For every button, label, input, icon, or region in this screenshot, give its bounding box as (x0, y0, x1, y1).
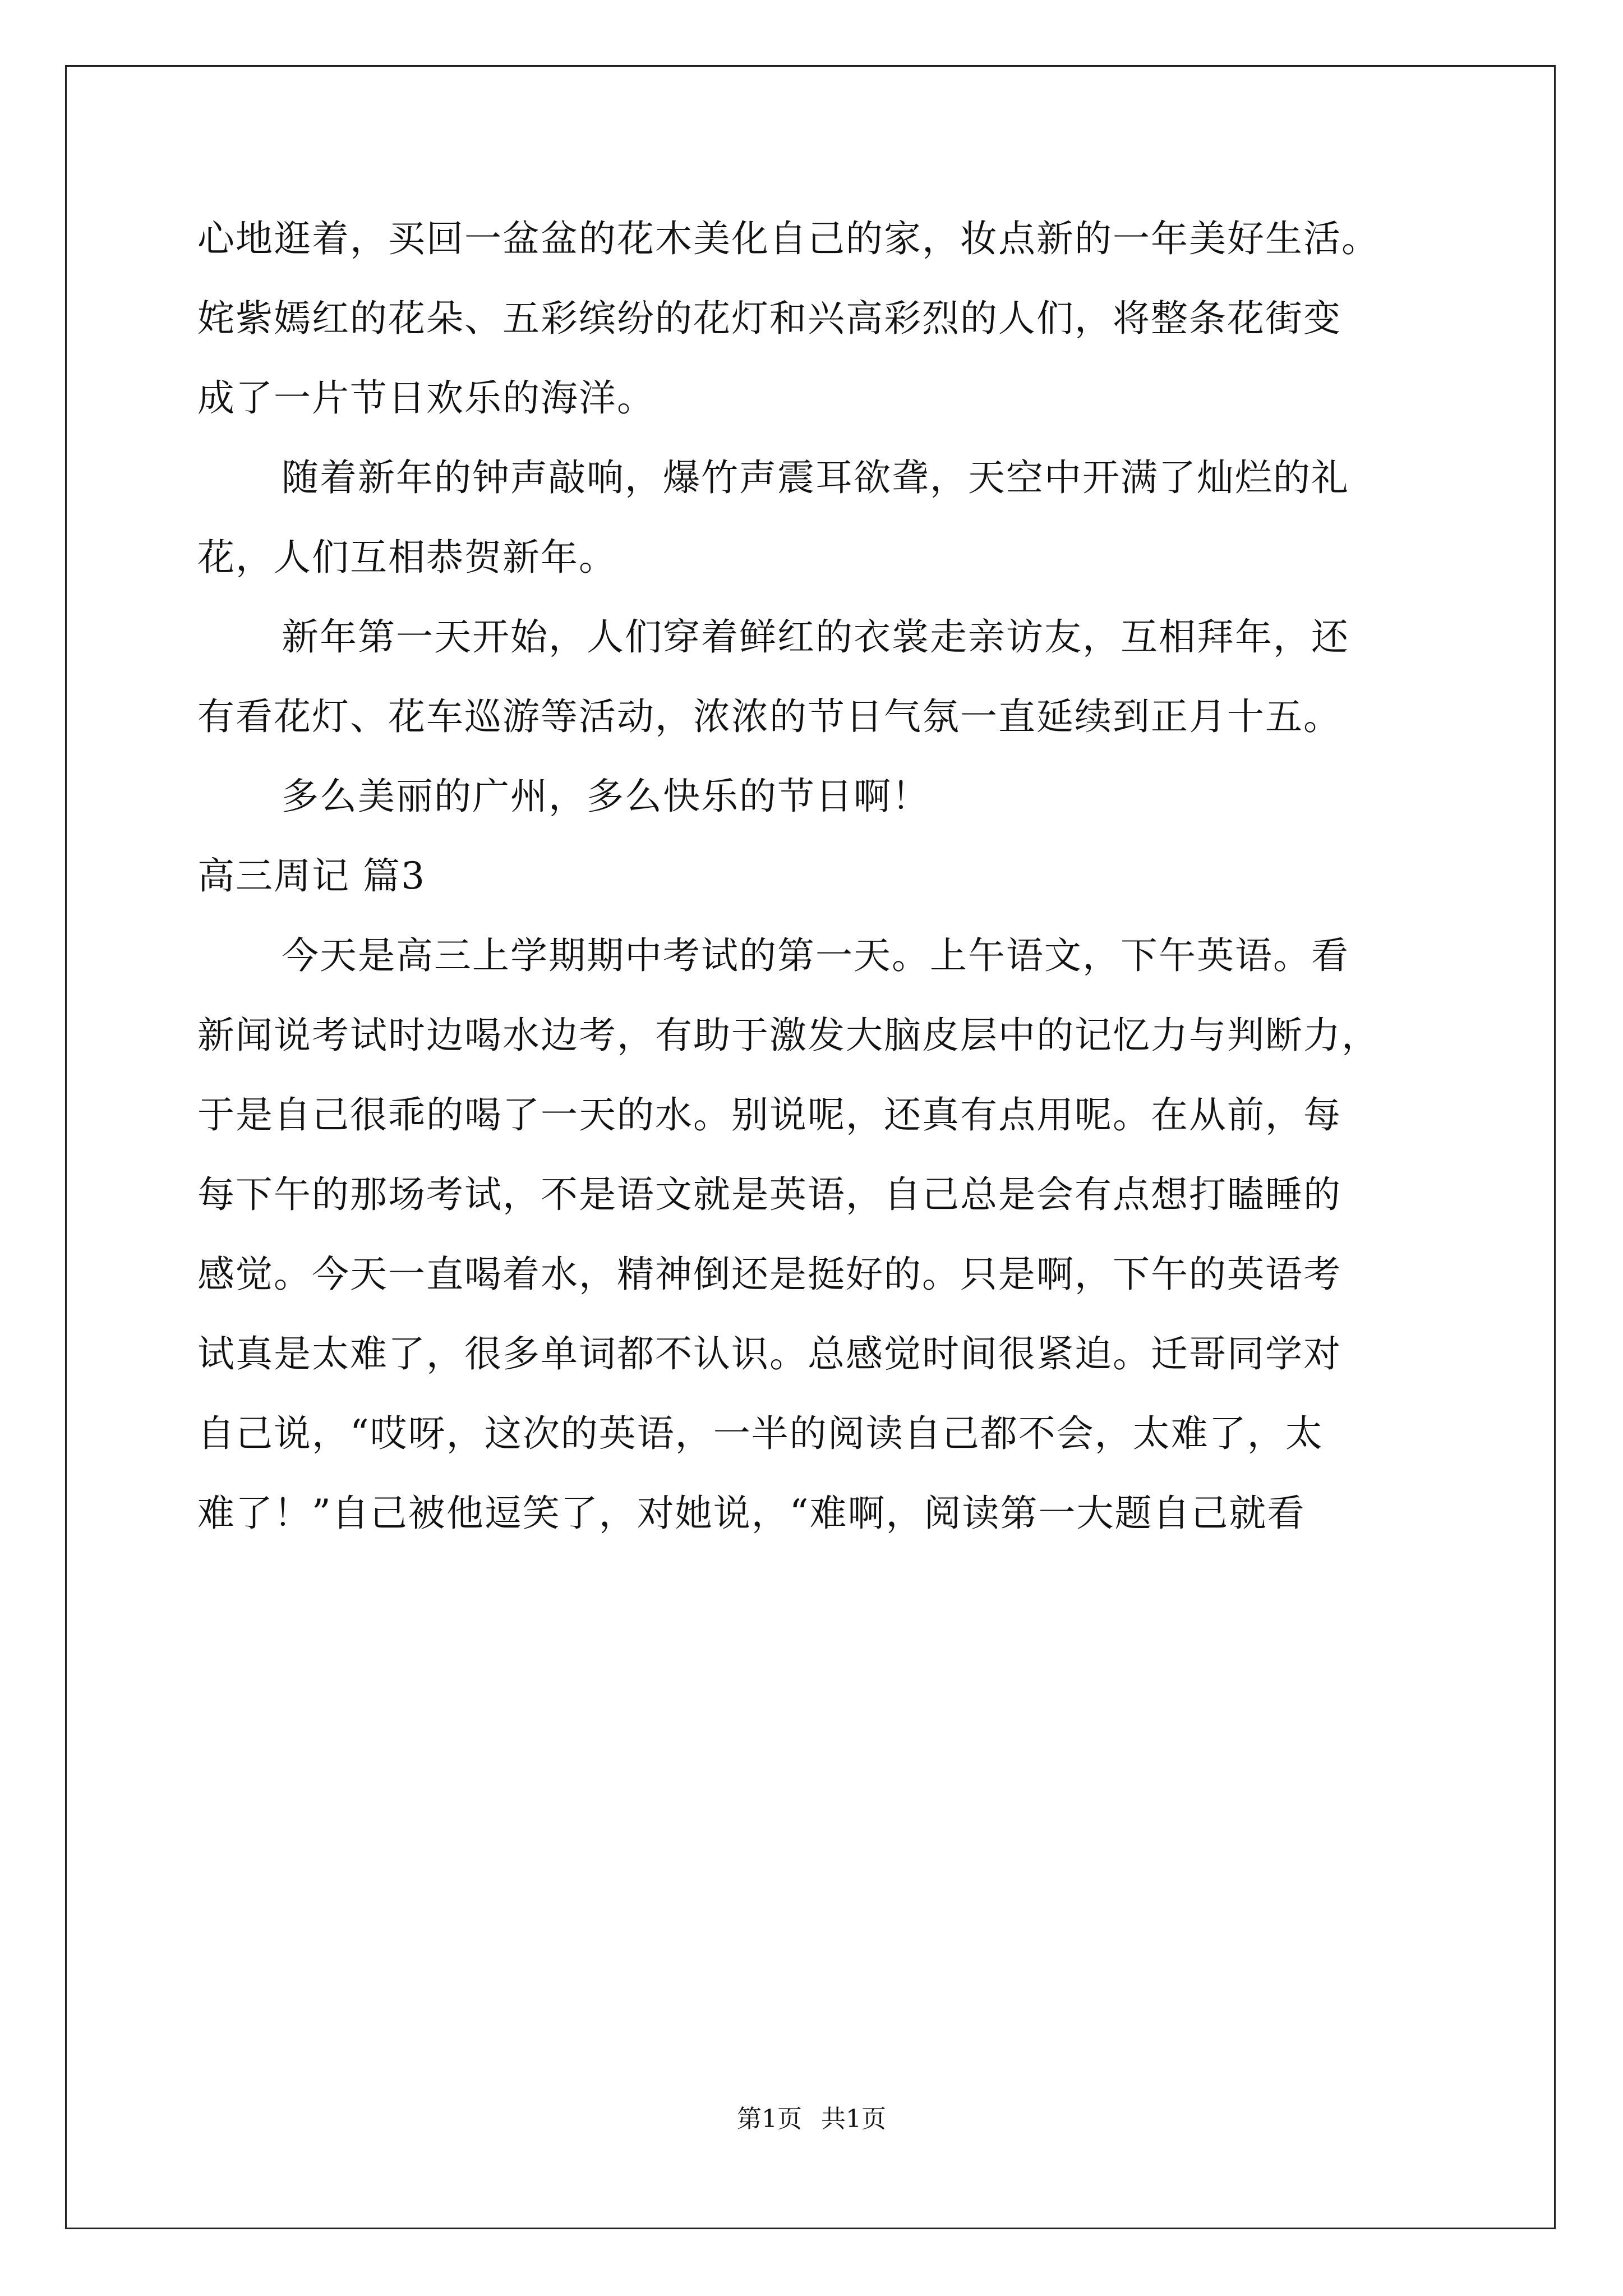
text-line-3: 成了一片节日欢乐的海洋。 (197, 376, 655, 420)
text-line-5: 花，人们互相恭贺新年。 (197, 536, 617, 579)
section-heading: 高三周记 篇3 (197, 854, 426, 898)
text-line-15: 试真是太难了，很多单词都不认识。总感觉时间很紧迫。迁哥同学对 (197, 1332, 1341, 1375)
text-line-2: 姹紫嫣红的花朵、五彩缤纷的花灯和兴高彩烈的人们，将整条花街变 (197, 297, 1341, 340)
text-line-17: 难了！”自己被他逗笑了，对她说，“难啊，阅读第一大题自己就看 (197, 1492, 1306, 1535)
text-line-13: 每下午的那场考试，不是语文就是英语，自己总是会有点想打瞌睡的 (197, 1173, 1341, 1216)
text-line-10: 今天是高三上学期期中考试的第一天。上午语文，下午英语。看 (282, 934, 1349, 977)
text-line-8: 多么美丽的广州，多么快乐的节日啊！ (282, 775, 930, 818)
page-number-total: 共1页 (821, 2105, 886, 2133)
text-line-16: 自己说，“哎呀，这次的英语，一半的阅读自己都不会，太难了，太 (197, 1412, 1324, 1455)
text-line-14: 感觉。今天一直喝着水，精神倒还是挺好的。只是啊，下午的英语考 (197, 1253, 1341, 1296)
text-line-1: 心地逛着，买回一盆盆的花木美化自己的家，妆点新的一年美好生活。 (197, 217, 1380, 260)
page-footer (0, 2102, 1623, 2136)
text-line-12: 于是自己很乖的喝了一天的水。别说呢，还真有点用呢。在从前，每 (197, 1093, 1341, 1137)
text-line-4: 随着新年的钟声敲响，爆竹声震耳欲聋，天空中开满了灿烂的礼 (282, 456, 1349, 499)
text-line-6: 新年第一天开始，人们穿着鲜红的衣裳走亲访友，互相拜年，还 (282, 615, 1349, 659)
text-line-7: 有看花灯、花车巡游等活动，浓浓的节日气氛一直延续到正月十五。 (197, 695, 1341, 738)
text-line-11: 新闻说考试时边喝水边考，有助于激发大脑皮层中的记忆力与判断力， (197, 1014, 1380, 1057)
page-number-current: 第1页 (737, 2105, 802, 2133)
